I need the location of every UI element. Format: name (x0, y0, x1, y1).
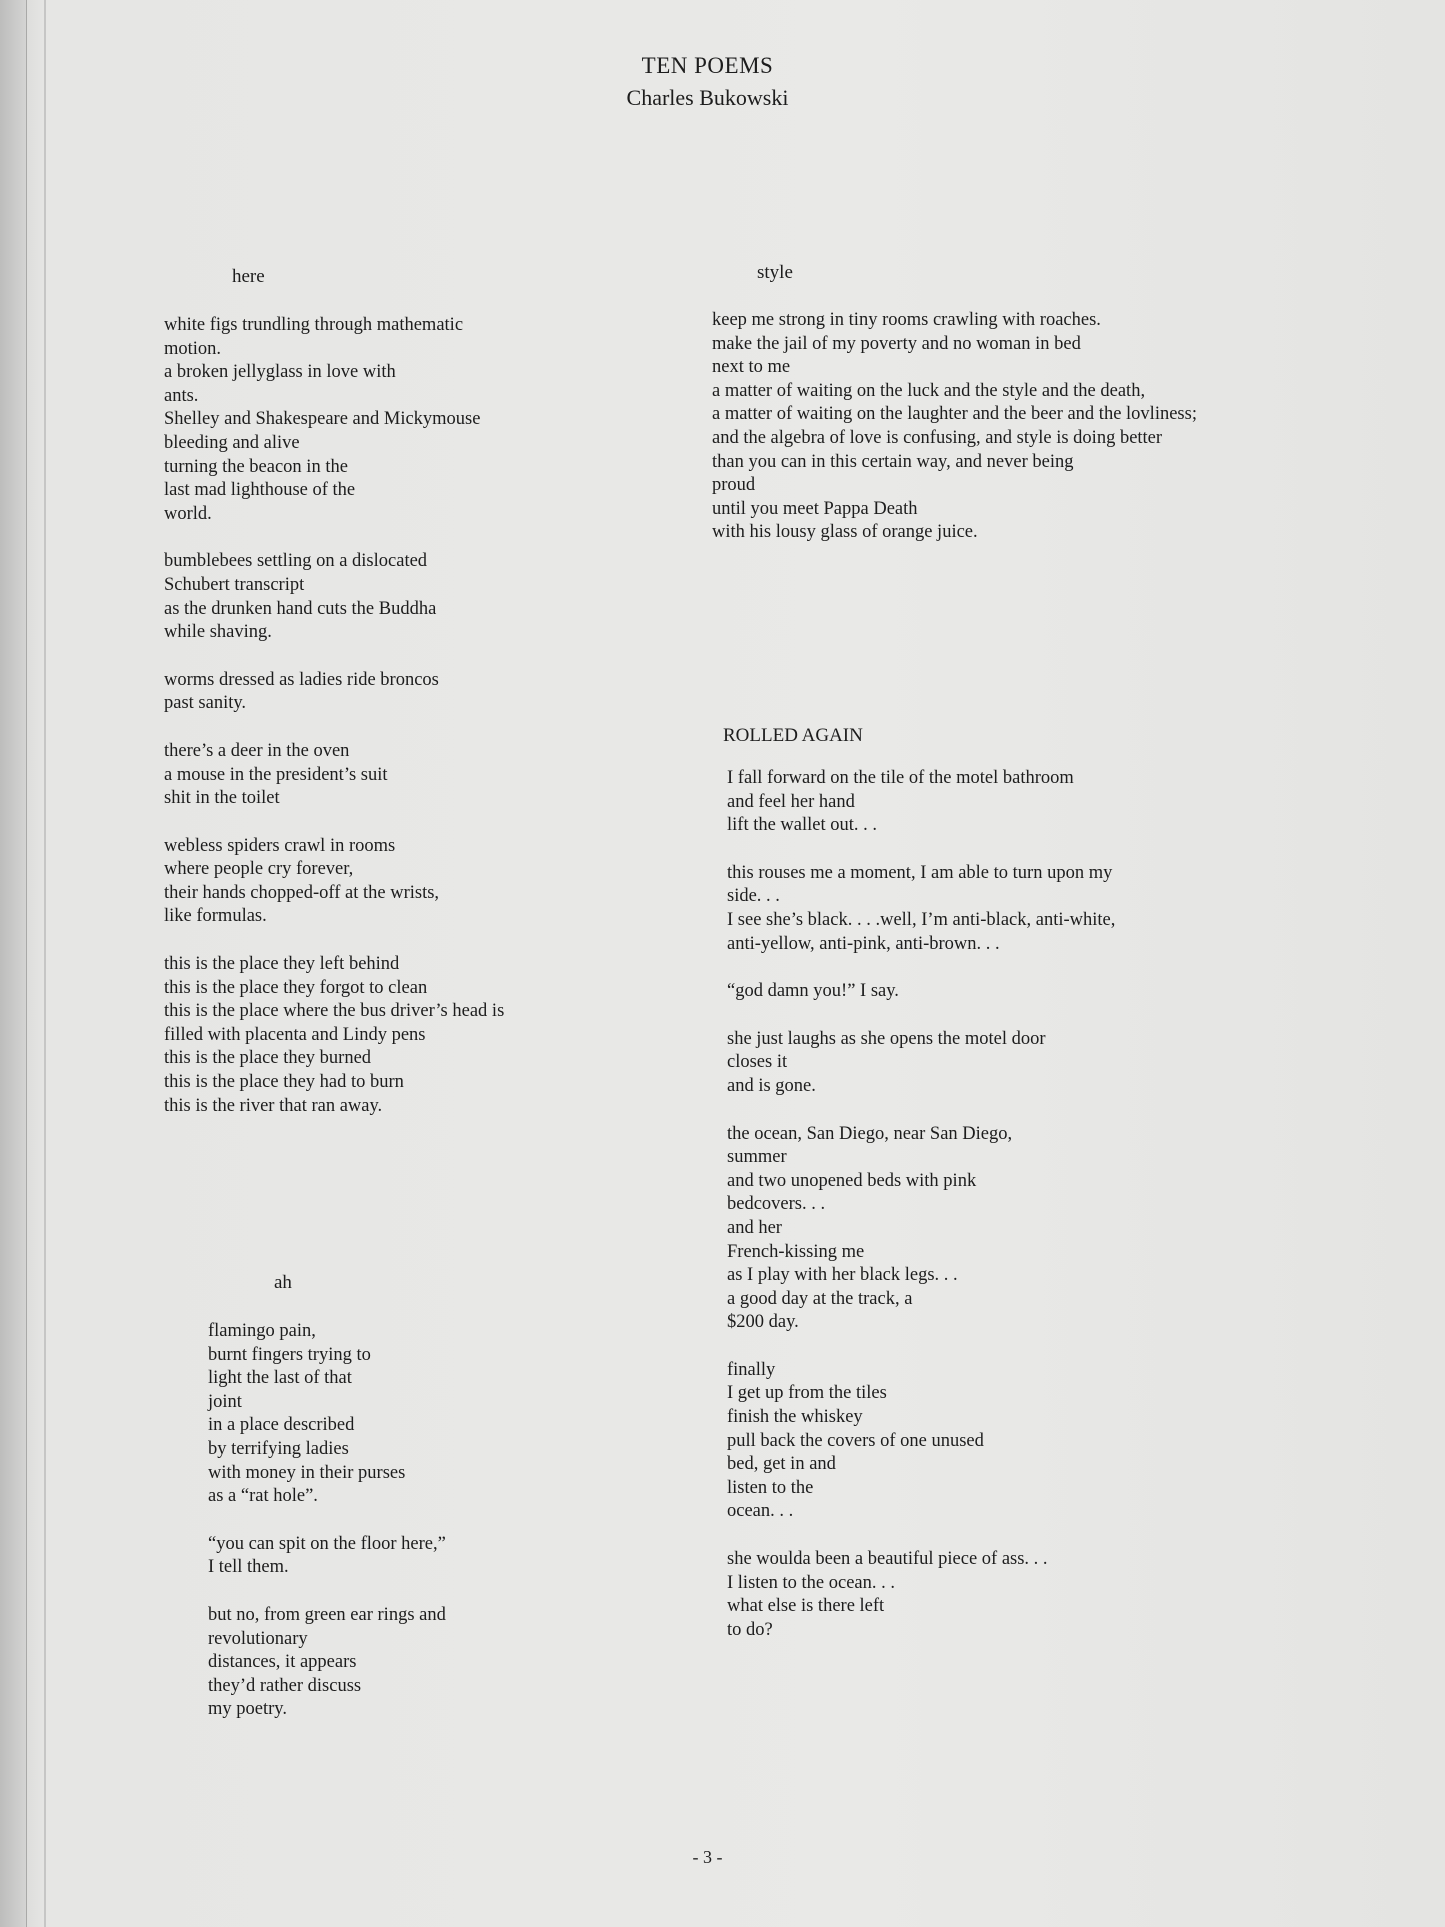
poem-line: and the algebra of love is confusing, and style is doing better (712, 427, 1163, 448)
poem-line: in a place described (208, 1415, 355, 1436)
poem-line: white figs trundling through mathematic (164, 315, 464, 335)
poem-line: bed, get in and (727, 1454, 836, 1475)
poem-line: she woulda been a beautiful piece of ass. . . (727, 1549, 1048, 1570)
poem-line: listen to the (727, 1477, 814, 1498)
poem-line: to do? (727, 1619, 773, 1640)
poem-line: this rouses me a moment, I am able to turn upon my (727, 862, 1113, 883)
poem-style (712, 309, 1197, 569)
stanza (164, 550, 504, 644)
stanza (727, 1123, 1115, 1335)
poem-line: while shaving. (164, 622, 272, 643)
poem-line: this is the place they had to burn (164, 1072, 404, 1093)
poem-line: with money in their purses (208, 1462, 406, 1483)
poem-line: until you meet Pappa Death (712, 498, 918, 519)
poem-line: “you can spit on the floor here,” (208, 1533, 446, 1554)
poem-line: joint (208, 1391, 242, 1412)
poem-line: bumblebees settling on a dislocated (164, 551, 428, 572)
poem-rolled-again (727, 767, 1115, 1666)
poem-line: with his lousy glass of orange juice. (712, 522, 978, 543)
stanza (727, 1548, 1115, 1642)
poem-line: light the last of that (208, 1368, 352, 1389)
poem-line: like formulas. (164, 906, 267, 927)
poem-line: I fall forward on the tile of the motel bathroom (727, 768, 1074, 788)
poem-line: there’s a deer in the oven (164, 740, 350, 761)
stanza (208, 1533, 446, 1580)
poem-line: I listen to the ocean. . . (727, 1572, 895, 1593)
author-name: Charles Bukowski (626, 85, 789, 110)
poem-line: summer (727, 1147, 787, 1168)
poem-line: filled with placenta and Lindy pens (164, 1024, 426, 1045)
poem-line: past sanity. (164, 693, 247, 714)
poem-line: a broken jellyglass in love with (164, 362, 396, 383)
poem-line: burnt fingers trying to (208, 1344, 371, 1365)
stanza (164, 953, 504, 1118)
poem-ah (208, 1320, 446, 1746)
stanza (727, 1359, 1115, 1524)
poem-line: proud (712, 475, 756, 496)
poem-line: a good day at the track, a (727, 1288, 913, 1309)
stanza (208, 1320, 446, 1509)
poem-line: revolutionary (208, 1628, 308, 1649)
poem-line: French-kissing me (727, 1241, 865, 1262)
poem-line: finally (727, 1359, 776, 1380)
stanza (727, 1028, 1115, 1099)
poem-line: $200 day. (727, 1312, 799, 1333)
poem-line: distances, it appears (208, 1652, 357, 1673)
poem-line: flamingo pain, (208, 1321, 316, 1341)
stanza (712, 309, 1197, 545)
binding-crease (44, 0, 46, 1927)
poem-line: Shelley and Shakespeare and Mickymouse (164, 409, 481, 430)
poem-line: she just laughs as she opens the motel door (727, 1028, 1046, 1049)
poem-title-rolled-again: ROLLED AGAIN (723, 725, 863, 746)
stanza (164, 835, 504, 929)
poem-line: they’d rather discuss (208, 1675, 362, 1696)
poem-line: finish the whiskey (727, 1407, 863, 1428)
poem-line: as the drunken hand cuts the Buddha (164, 598, 437, 619)
poem-line: a mouse in the president’s suit (164, 764, 388, 785)
poem-line: side. . . (727, 886, 780, 907)
poem-line: my poetry. (208, 1699, 287, 1720)
poem-line: this is the place they forgot to clean (164, 977, 428, 998)
poem-title-ah: ah (274, 1272, 292, 1293)
poem-line: a matter of waiting on the luck and the style and the death, (712, 380, 1146, 401)
stanza (727, 767, 1115, 838)
page-header (0, 50, 1415, 114)
poem-line: I get up from the tiles (727, 1383, 887, 1404)
stanza (164, 669, 504, 716)
poem-line: as I play with her black legs. . . (727, 1265, 958, 1286)
poem-line: as a “rat hole”. (208, 1486, 318, 1507)
poem-line: and is gone. (727, 1075, 816, 1096)
stanza (727, 862, 1115, 956)
poem-line: shit in the toilet (164, 788, 280, 809)
poem-line: ocean. . . (727, 1501, 794, 1522)
poem-line: pull back the covers of one unused (727, 1430, 984, 1451)
poem-line: keep me strong in tiny rooms crawling with roaches. (712, 310, 1101, 330)
poem-line: last mad lighthouse of the (164, 480, 356, 501)
poem-line: their hands chopped-off at the wrists, (164, 882, 440, 903)
poem-line: I see she’s black. . . .well, I’m anti-black, anti-white, (727, 909, 1116, 930)
stanza (164, 314, 504, 526)
poem-line: a matter of waiting on the laughter and the beer and the lovliness; (712, 404, 1197, 425)
poem-line: the ocean, San Diego, near San Diego, (727, 1123, 1013, 1144)
poem-line: bleeding and alive (164, 432, 300, 453)
page-edge (0, 0, 27, 1927)
poem-line: what else is there left (727, 1596, 885, 1617)
stanza (727, 980, 1115, 1004)
poem-line: closes it (727, 1052, 788, 1073)
poem-line: and feel her hand (727, 791, 855, 812)
poem-line: webless spiders crawl in rooms (164, 835, 396, 856)
poem-line: motion. (164, 338, 222, 359)
poem-line: bedcovers. . . (727, 1194, 826, 1215)
stanza (164, 740, 504, 811)
poem-line: I tell them. (208, 1557, 289, 1578)
poem-line: than you can in this certain way, and never being (712, 451, 1074, 472)
poem-line: but no, from green ear rings and (208, 1604, 446, 1625)
poem-line: by terrifying ladies (208, 1438, 349, 1459)
poem-line: “god damn you!” I say. (727, 981, 899, 1002)
poem-line: lift the wallet out. . . (727, 815, 878, 836)
poem-line: make the jail of my poverty and no woman in bed (712, 333, 1081, 354)
poem-line: Schubert transcript (164, 574, 305, 595)
poem-line: and her (727, 1217, 782, 1238)
poem-line: worms dressed as ladies ride broncos (164, 669, 439, 690)
poem-line: world. (164, 503, 212, 524)
collection-title: TEN POEMS (641, 53, 774, 78)
poem-line: ants. (164, 385, 199, 406)
poem-line: this is the place they burned (164, 1048, 372, 1069)
poem-line: anti-yellow, anti-pink, anti-brown. . . (727, 933, 1000, 954)
poem-line: this is the place where the bus driver’s head is (164, 1001, 505, 1022)
poem-line: next to me (712, 357, 791, 378)
stanza (208, 1604, 446, 1722)
poem-here (164, 314, 504, 1142)
poem-line: turning the beacon in the (164, 456, 348, 477)
page-number: - 3 - (692, 1847, 723, 1867)
poem-line: where people cry forever, (164, 859, 354, 880)
poem-title-here: here (232, 266, 265, 287)
poem-title-style: style (757, 262, 793, 283)
poem-line: and two unopened beds with pink (727, 1170, 977, 1191)
poem-line: this is the river that ran away. (164, 1095, 383, 1116)
poem-line: this is the place they left behind (164, 954, 400, 975)
